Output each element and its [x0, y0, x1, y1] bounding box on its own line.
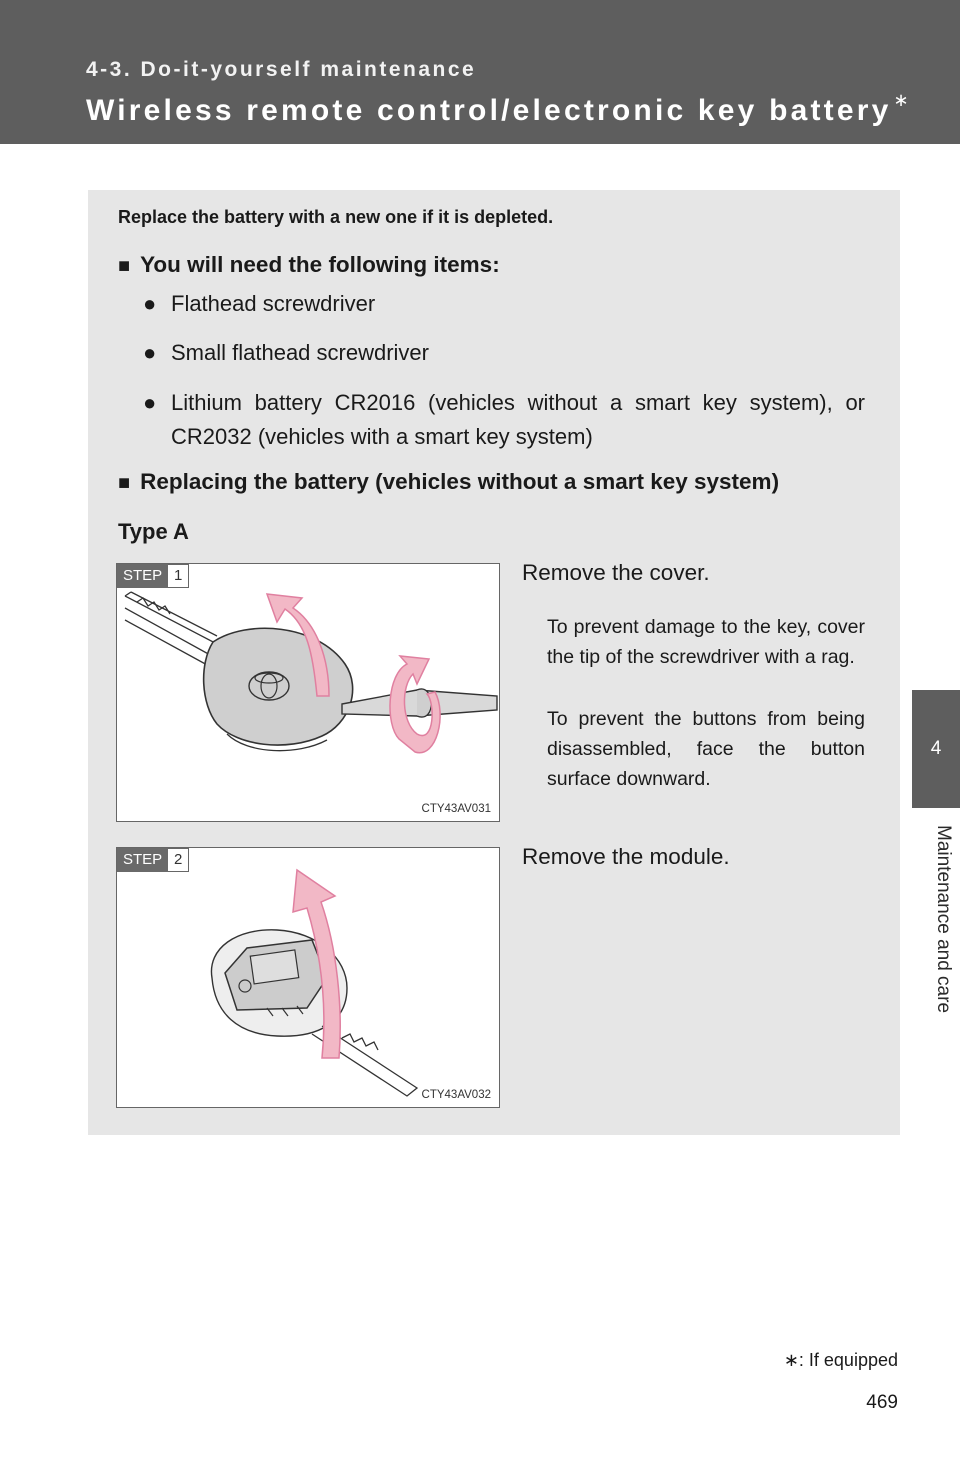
- step-badge-number: 2: [168, 848, 189, 872]
- key-fob-body: [204, 628, 353, 745]
- list-item-text: Flathead screwdriver: [171, 291, 376, 316]
- list-item-text: Lithium battery CR2016 (vehicles without a smart key system), or CR2032 (vehicles with a smart key system): [171, 390, 865, 449]
- step-2-figure: [116, 847, 500, 1108]
- list-item: [143, 336, 865, 370]
- chapter-tab: 4: [912, 690, 960, 808]
- page-title-text: Wireless remote control/electronic key battery: [86, 94, 892, 127]
- replace-heading-text: Replacing the battery (vehicles without a smart key system): [140, 469, 780, 494]
- list-item: [143, 287, 865, 321]
- page-header: [0, 0, 960, 144]
- figure-code: CTY43AV032: [421, 1089, 491, 1101]
- step-2-title: Remove the module.: [522, 844, 730, 869]
- list-item-text: Small flathead screwdriver: [171, 340, 429, 365]
- round-bullet-icon: ●: [143, 291, 157, 316]
- square-bullet-icon: ■: [118, 472, 131, 494]
- step-badge-number: 1: [168, 564, 189, 588]
- step-badge-word: STEP: [117, 564, 168, 588]
- step-1-figure: [116, 563, 500, 822]
- intro-text: Replace the battery with a new one if it is depleted.: [118, 207, 554, 227]
- square-bullet-icon: ■: [118, 255, 131, 277]
- if-equipped-mark: ∗: [893, 90, 912, 110]
- items-heading: [118, 252, 500, 278]
- step-1-note: To prevent the buttons from being disassembled, face the button surface downward.: [547, 708, 865, 790]
- round-bullet-icon: ●: [143, 340, 157, 365]
- type-label: Type A: [118, 519, 189, 544]
- footnote: ∗: If equipped: [783, 1350, 898, 1370]
- step-1-title: Remove the cover.: [522, 560, 710, 585]
- key-module-illustration: [117, 848, 499, 1107]
- step-1-note: To prevent damage to the key, cover the tip of the screwdriver with a rag.: [547, 616, 865, 668]
- step-badge-word: STEP: [117, 848, 168, 872]
- list-item: [143, 386, 865, 454]
- round-bullet-icon: ●: [143, 390, 157, 415]
- figure-code: CTY43AV031: [421, 803, 491, 815]
- page-number: 469: [866, 1392, 898, 1413]
- replace-heading: [118, 469, 779, 495]
- chapter-label: Maintenance and care: [933, 825, 954, 1014]
- items-heading-text: You will need the following items:: [140, 252, 500, 277]
- screwdriver-illustration: [342, 689, 497, 717]
- key-fob-illustration: [117, 564, 499, 821]
- section-label: 4-3. Do-it-yourself maintenance: [86, 58, 477, 81]
- content-panel: [88, 190, 900, 1135]
- page-title: [86, 90, 912, 128]
